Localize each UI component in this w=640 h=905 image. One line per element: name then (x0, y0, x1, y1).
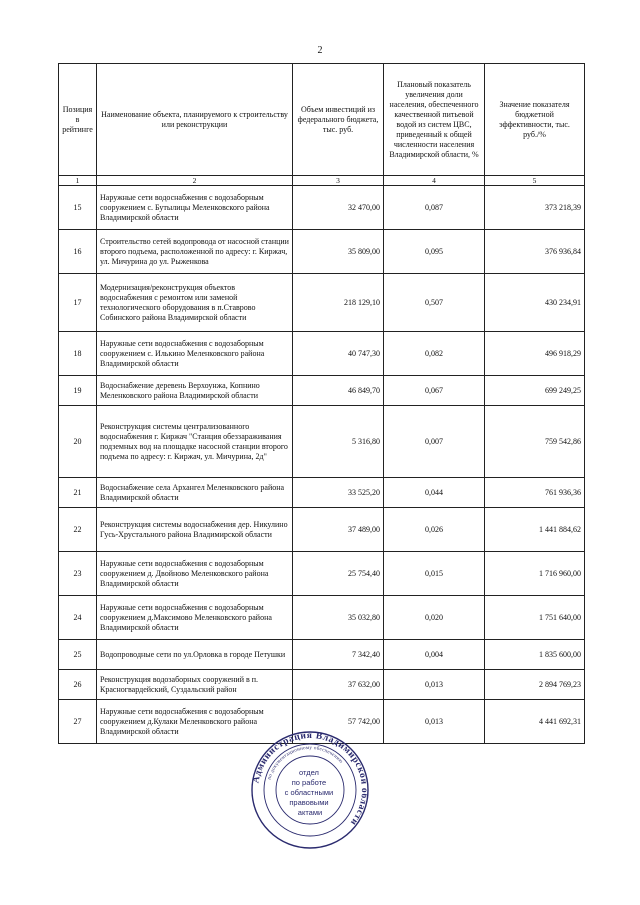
page-number: 2 (317, 45, 323, 56)
position-cell: 24 (59, 596, 97, 640)
table-row (59, 332, 585, 376)
investment-cell: 218 129,10 (293, 274, 384, 332)
table-row (59, 670, 585, 700)
object-name-cell: Модернизация/реконструкция объектов водоснабжения с ремонтом или заменой технологического оборудования в п.Ставрово Собинского района Владимирской области (97, 274, 293, 332)
column-number-row (59, 176, 585, 186)
investment-cell: 35 032,80 (293, 596, 384, 640)
position-cell: 25 (59, 640, 97, 670)
population-share-cell: 0,007 (384, 406, 485, 478)
object-name-cell: Строительство сетей водопровода от насосной станции второго подъема, расположенной по адресу: г. Киржач, ул. Мичурина до ул. Рыженкова (97, 230, 293, 274)
population-share-cell: 0,067 (384, 376, 485, 406)
position-cell: 23 (59, 552, 97, 596)
header-investment: Объем инвестиций из федерального бюджета, тыс. руб. (293, 64, 384, 176)
efficiency-cell: 4 441 692,31 (485, 700, 585, 744)
efficiency-cell: 2 894 769,23 (485, 670, 585, 700)
table-row (59, 406, 585, 478)
investment-cell: 37 632,00 (293, 670, 384, 700)
position-cell: 18 (59, 332, 97, 376)
table-row (59, 230, 585, 274)
table-row (59, 552, 585, 596)
population-share-cell: 0,507 (384, 274, 485, 332)
population-share-cell: 0,020 (384, 596, 485, 640)
stamp-center-line: отдел (299, 768, 319, 777)
column-number: 1 (59, 176, 97, 186)
object-name-cell: Наружные сети водоснабжения с водозаборным сооружением с. Бутылицы Меленковского района Владимирской области (97, 186, 293, 230)
official-stamp (250, 730, 370, 850)
table-row (59, 508, 585, 552)
investment-cell: 40 747,30 (293, 332, 384, 376)
population-share-cell: 0,087 (384, 186, 485, 230)
efficiency-cell: 1 751 640,00 (485, 596, 585, 640)
stamp-center-line: по работе (291, 778, 327, 787)
position-cell: 17 (59, 274, 97, 332)
column-number: 5 (485, 176, 585, 186)
position-cell: 27 (59, 700, 97, 744)
table-row (59, 640, 585, 670)
object-name-cell: Реконструкция водозаборных сооружений в п. Красногвардейский, Суздальский район (97, 670, 293, 700)
table-row (59, 596, 585, 640)
efficiency-cell: 376 936,84 (485, 230, 585, 274)
object-name-cell: Водопроводные сети по ул.Орловка в городе Петушки (97, 640, 293, 670)
object-name-cell: Наружные сети водоснабжения с водозаборным сооружением с. Илькино Меленковского района Владимирской области (97, 332, 293, 376)
object-name-cell: Водоснабжение деревень Верхоунжа, Копнино Меленковского района Владимирской области (97, 376, 293, 406)
object-name-cell: Водоснабжение села Архангел Меленковского района Владимирской области (97, 478, 293, 508)
rating-table (58, 63, 585, 744)
population-share-cell: 0,004 (384, 640, 485, 670)
efficiency-cell: 761 936,36 (485, 478, 585, 508)
investment-cell: 33 525,20 (293, 478, 384, 508)
object-name-cell: Наружные сети водоснабжения с водозаборным сооружением д.Кулаки Меленковского района Владимирской области (97, 700, 293, 744)
population-share-cell: 0,044 (384, 478, 485, 508)
table-row (59, 376, 585, 406)
column-number: 2 (97, 176, 293, 186)
table-row (59, 274, 585, 332)
position-cell: 22 (59, 508, 97, 552)
position-cell: 16 (59, 230, 97, 274)
position-cell: 20 (59, 406, 97, 478)
table-body (59, 186, 585, 744)
population-share-cell: 0,013 (384, 700, 485, 744)
investment-cell: 35 809,00 (293, 230, 384, 274)
efficiency-cell: 1 835 600,00 (485, 640, 585, 670)
investment-cell: 25 754,40 (293, 552, 384, 596)
population-share-cell: 0,026 (384, 508, 485, 552)
population-share-cell: 0,082 (384, 332, 485, 376)
population-share-cell: 0,015 (384, 552, 485, 596)
efficiency-cell: 1 441 884,62 (485, 508, 585, 552)
header-position: Позиция в рейтинге (59, 64, 97, 176)
population-share-cell: 0,095 (384, 230, 485, 274)
efficiency-cell: 1 716 960,00 (485, 552, 585, 596)
column-number: 3 (293, 176, 384, 186)
header-population-share: Плановый показатель увеличения доли населения, обеспеченного качественной питьевой водой из систем ЦВС, приведенный к общей численности населения Владимирской области, % (384, 64, 485, 176)
header-efficiency: Значение показателя бюджетной эффективности, тыс. руб./% (485, 64, 585, 176)
position-cell: 15 (59, 186, 97, 230)
stamp-center-line: с областными (284, 788, 334, 797)
object-name-cell: Реконструкция системы водоснабжения дер. Никулино Гусь-Хрустального района Владимирской области (97, 508, 293, 552)
object-name-cell: Наружные сети водоснабжения с водозаборным сооружением д. Двойново Меленковского района Владимирской области (97, 552, 293, 596)
header-object-name: Наименование объекта, планируемого к строительству или реконструкции (97, 64, 293, 176)
efficiency-cell: 759 542,86 (485, 406, 585, 478)
investment-cell: 7 342,40 (293, 640, 384, 670)
stamp-outer-text: Администрация Владимирской области (251, 730, 370, 828)
stamp-inner-text: по документационному обеспечению (267, 745, 344, 781)
efficiency-cell: 430 234,91 (485, 274, 585, 332)
investment-cell: 57 742,00 (293, 700, 384, 744)
investment-cell: 32 470,00 (293, 186, 384, 230)
population-share-cell: 0,013 (384, 670, 485, 700)
position-cell: 21 (59, 478, 97, 508)
investment-cell: 5 316,80 (293, 406, 384, 478)
efficiency-cell: 496 918,29 (485, 332, 585, 376)
table-row (59, 478, 585, 508)
stamp-center-text (285, 768, 336, 817)
object-name-cell: Реконструкция системы централизованного водоснабжения г. Киржач "Станция обеззараживания подземных вод на площадке насосной станции второго подъема по адресу: г. Киржач, ул. Мичурина, 2д" (97, 406, 293, 478)
investment-cell: 46 849,70 (293, 376, 384, 406)
position-cell: 26 (59, 670, 97, 700)
efficiency-cell: 699 249,25 (485, 376, 585, 406)
stamp-center-line: актами (297, 808, 323, 817)
efficiency-cell: 373 218,39 (485, 186, 585, 230)
header-row (59, 64, 585, 176)
object-name-cell: Наружные сети водоснабжения с водозаборным сооружением д.Максимово Меленковского района Владимирской области (97, 596, 293, 640)
column-number: 4 (384, 176, 485, 186)
investment-cell: 37 489,00 (293, 508, 384, 552)
table-row (59, 186, 585, 230)
position-cell: 19 (59, 376, 97, 406)
stamp-center-line: правовыми (289, 798, 329, 807)
